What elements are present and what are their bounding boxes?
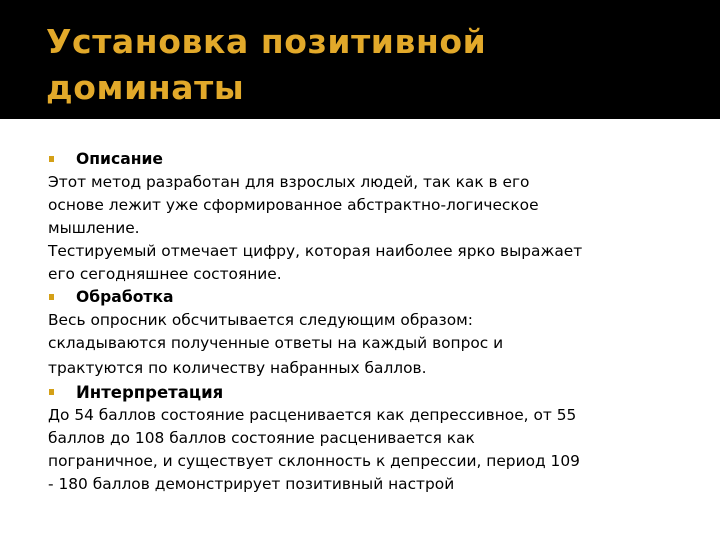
section-heading-description bbox=[48, 148, 688, 171]
slide-title-line-2: доминаты bbox=[46, 68, 245, 107]
section-heading-label: Обработка bbox=[76, 288, 174, 306]
slide-title bbox=[46, 19, 686, 111]
square-bullet-icon bbox=[49, 156, 54, 162]
body-line: Весь опросник обсчитывается следующим образом: bbox=[48, 311, 473, 329]
body-line: трактуются по количеству набранных баллов. bbox=[48, 359, 427, 377]
body-line: Этот метод разработан для взрослых людей, так как в его bbox=[48, 173, 530, 191]
section-heading-label: Интерпретация bbox=[76, 383, 224, 402]
section-heading-label: Описание bbox=[76, 150, 163, 168]
body-line: - 180 баллов демонстрирует позитивный настрой bbox=[48, 475, 455, 493]
body-line: основе лежит уже сформированное абстрактно-логическое bbox=[48, 196, 539, 214]
body-line: складываются полученные ответы на каждый вопрос и bbox=[48, 334, 504, 352]
body-line: пограничное, и существует склонность к депрессии, период 109 bbox=[48, 452, 580, 470]
section-heading-processing bbox=[48, 286, 688, 309]
body-line: мышление. bbox=[48, 219, 140, 237]
body-line: До 54 баллов состояние расценивается как депрессивное, от 55 bbox=[48, 406, 577, 424]
body-line: Тестируемый отмечает цифру, которая наиболее ярко выражает bbox=[48, 242, 583, 260]
body-line: его сегодняшнее состояние. bbox=[48, 265, 282, 283]
slide-title-line-1: Установка позитивной bbox=[46, 22, 487, 61]
square-bullet-icon bbox=[49, 294, 54, 300]
square-bullet-icon bbox=[49, 389, 54, 395]
body-line: баллов до 108 баллов состояние расценивается как bbox=[48, 429, 475, 447]
section-heading-interpretation bbox=[48, 381, 688, 404]
slide-body bbox=[48, 148, 688, 496]
